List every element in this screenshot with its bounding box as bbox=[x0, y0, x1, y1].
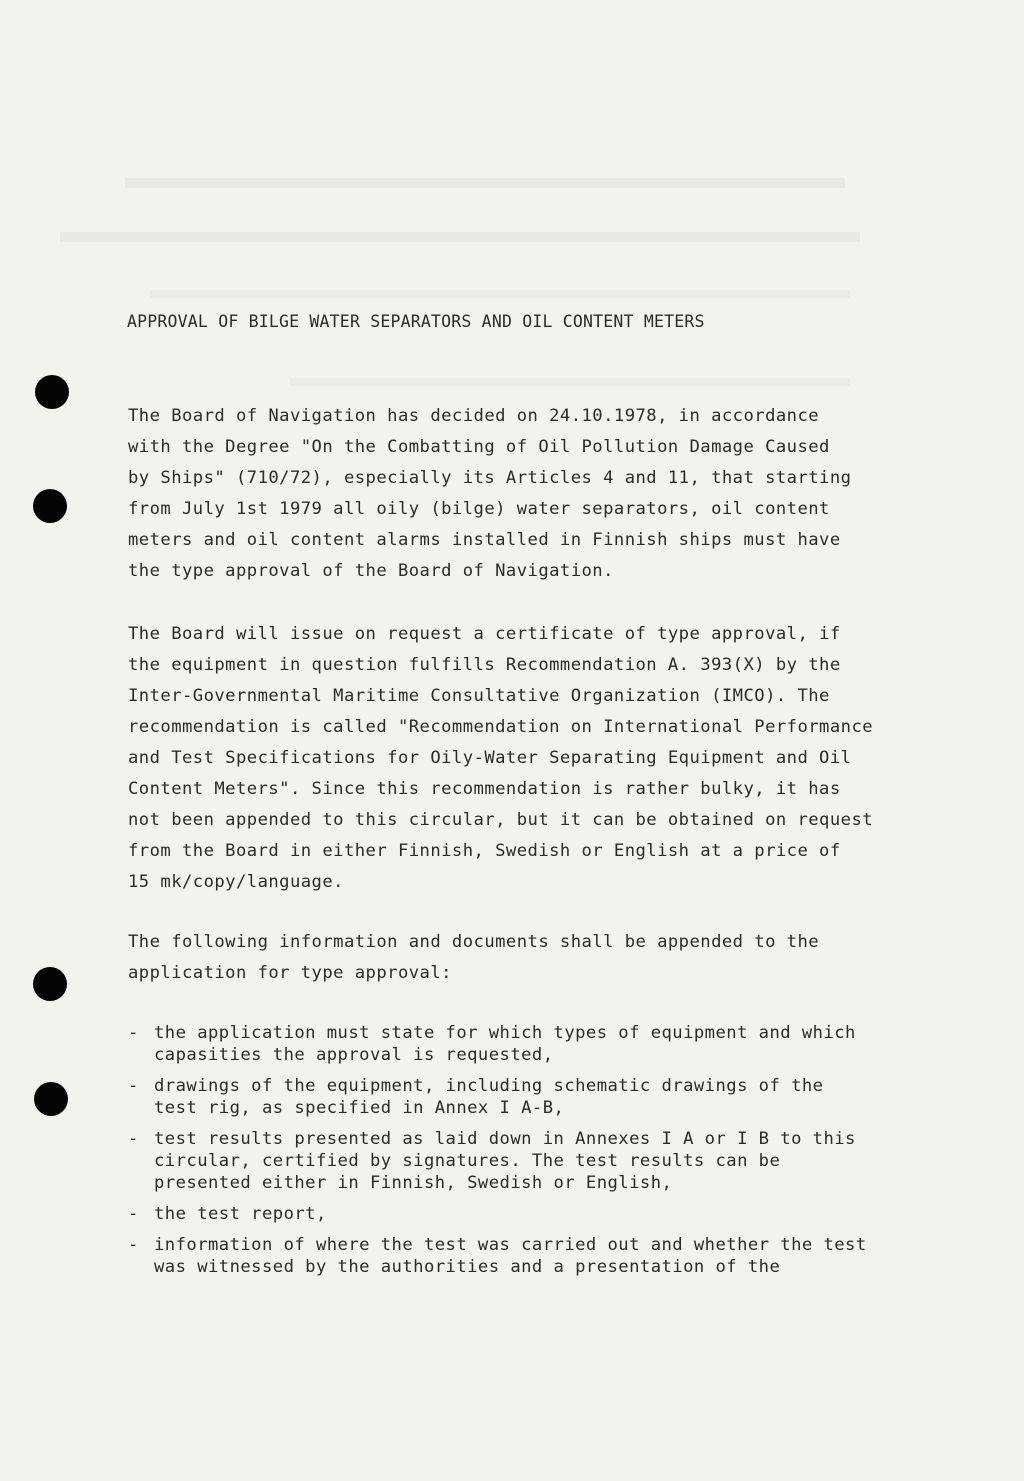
text-line: meters and oil content alarms installed in Finnish ships must have bbox=[128, 530, 841, 550]
bleed-through-mark bbox=[150, 290, 850, 298]
punch-hole bbox=[34, 1082, 68, 1116]
paragraph-approval-decision bbox=[128, 401, 968, 587]
text-line: The Board will issue on request a certificate of type approval, if bbox=[128, 624, 841, 644]
text-line: information of where the test was carried out and whether the test bbox=[154, 1235, 867, 1255]
list-marker: - bbox=[128, 1076, 139, 1096]
text-line: test rig, as specified in Annex I A-B, bbox=[154, 1098, 565, 1118]
text-line: the application must state for which types of equipment and which bbox=[154, 1023, 856, 1043]
text-line: drawings of the equipment, including schematic drawings of the bbox=[154, 1076, 824, 1096]
bleed-through-mark bbox=[60, 232, 860, 242]
text-line: from the Board in either Finnish, Swedish or English at a price of bbox=[128, 841, 841, 861]
list-item bbox=[128, 1128, 988, 1194]
bleed-through-mark bbox=[290, 378, 850, 386]
text-line: the type approval of the Board of Navigation. bbox=[128, 561, 614, 581]
list-item bbox=[128, 1234, 988, 1278]
text-line: not been appended to this circular, but it can be obtained on request bbox=[128, 810, 874, 830]
text-line: test results presented as laid down in Annexes I A or I B to this bbox=[154, 1129, 856, 1149]
text-line: the test report, bbox=[154, 1204, 327, 1224]
text-line: with the Degree "On the Combatting of Oil Pollution Damage Caused bbox=[128, 437, 830, 457]
text-line: recommendation is called "Recommendation on International Performance bbox=[128, 717, 874, 737]
paragraph-certificate-info bbox=[128, 619, 968, 898]
text-line: presented either in Finnish, Swedish or English, bbox=[154, 1173, 673, 1193]
document-title: APPROVAL OF BILGE WATER SEPARATORS AND OIL CONTENT METERS bbox=[127, 312, 705, 331]
text-line: and Test Specifications for Oily-Water Separating Equipment and Oil bbox=[128, 748, 852, 768]
text-line: Inter-Governmental Maritime Consultative Organization (IMCO). The bbox=[128, 686, 830, 706]
list-marker: - bbox=[128, 1129, 139, 1149]
text-line: application for type approval: bbox=[128, 963, 452, 983]
text-line: The following information and documents shall be appended to the bbox=[128, 932, 820, 952]
text-line: circular, certified by signatures. The test results can be bbox=[154, 1151, 781, 1171]
list-marker: - bbox=[128, 1235, 139, 1255]
list-marker: - bbox=[128, 1204, 139, 1224]
text-line: was witnessed by the authorities and a presentation of the bbox=[154, 1257, 781, 1277]
list-item bbox=[128, 1022, 988, 1066]
text-line: from July 1st 1979 all oily (bilge) water separators, oil content bbox=[128, 499, 830, 519]
text-line: capasities the approval is requested, bbox=[154, 1045, 554, 1065]
punch-hole bbox=[33, 967, 67, 1001]
punch-hole bbox=[33, 489, 67, 523]
text-line: by Ships" (710/72), especially its Articles 4 and 11, that starting bbox=[128, 468, 852, 488]
list-item bbox=[128, 1075, 988, 1119]
list-item bbox=[128, 1203, 988, 1225]
paragraph-application-intro bbox=[128, 927, 968, 989]
punch-hole bbox=[35, 375, 69, 409]
text-line: 15 mk/copy/language. bbox=[128, 872, 344, 892]
list-marker: - bbox=[128, 1023, 139, 1043]
text-line: Content Meters". Since this recommendation is rather bulky, it has bbox=[128, 779, 841, 799]
text-line: The Board of Navigation has decided on 24.10.1978, in accordance bbox=[128, 406, 820, 426]
text-line: the equipment in question fulfills Recommendation A. 393(X) by the bbox=[128, 655, 841, 675]
bleed-through-mark bbox=[125, 178, 845, 188]
requirements-list bbox=[128, 1022, 988, 1287]
